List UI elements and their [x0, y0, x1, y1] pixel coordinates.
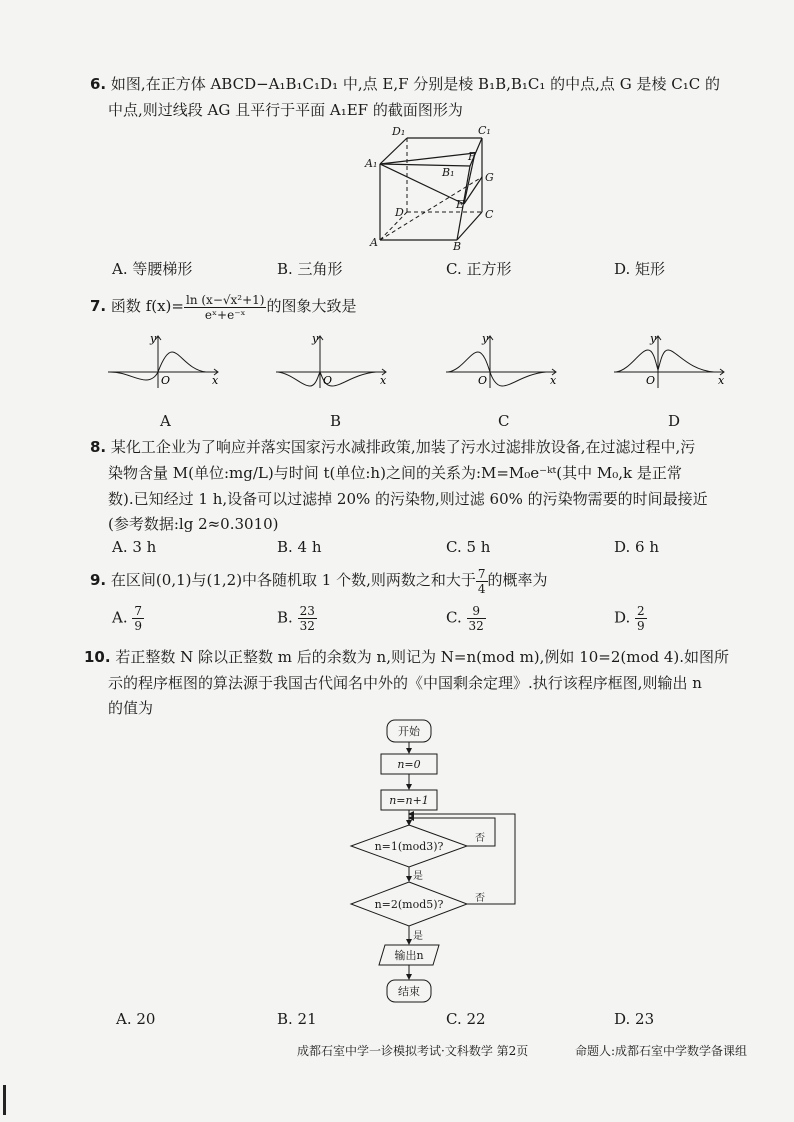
q9-text-pre: 在区间(0,1)与(1,2)中各随机取 1 个数,则两数之和大于 — [110, 571, 476, 589]
q6-text-line1: 如图,在正方体 ABCD−A₁B₁C₁D₁ 中,点 E,F 分别是棱 B₁B,B₁C₁ 的中点,点 G 是棱 C₁C 的 — [110, 75, 720, 93]
q7-graph-b[interactable] — [274, 330, 392, 390]
axis-y: y — [150, 332, 157, 345]
label-d1: D₁ — [392, 125, 406, 138]
q9-option-d-frac — [635, 604, 647, 633]
q9-option-d[interactable] — [614, 604, 647, 633]
q9-frac-den: 4 — [477, 581, 486, 596]
q9-number: 9. — [90, 571, 107, 589]
q6-option-b[interactable]: B. 三角形 — [277, 260, 343, 278]
q10-option-d[interactable]: D. 23 — [614, 1010, 655, 1028]
flow-output-text: 输出n — [394, 949, 424, 962]
q7-prefix: 函数 f(x)= — [110, 297, 184, 315]
q10-line1 — [84, 646, 729, 668]
q9-option-a[interactable] — [112, 604, 144, 633]
q9-option-a-letter: A. — [112, 608, 128, 627]
q9-text-post: 的概率为 — [487, 571, 548, 589]
flow-yes2-label: 是 — [413, 931, 423, 942]
q9-a-den: 9 — [134, 619, 143, 633]
q7-label-a: A — [160, 412, 171, 430]
q7-graph-d[interactable] — [612, 330, 730, 390]
axis-origin: O — [323, 374, 333, 387]
flow-cond2-text: n=2(mod5)? — [374, 898, 444, 911]
q10-line3: 的值为 — [108, 699, 154, 717]
q8-line2: 染物含量 M(单位:mg/L)与时间 t(单位:h)之间的关系为:M=M₀e⁻ᵏᵗ(其中 M₀,k 是正常 — [108, 464, 682, 482]
flow-start-text: 开始 — [398, 725, 420, 738]
q6-number: 6. — [90, 75, 107, 93]
q8-line3: 数).已知经过 1 h,设备可以过滤掉 20% 的污染物,则过滤 60% 的污染物需要的时间最接近 — [108, 490, 708, 508]
flowchart — [345, 715, 530, 1008]
q6-option-c[interactable]: C. 正方形 — [446, 260, 512, 278]
flow-no1-label: 否 — [475, 833, 485, 844]
flow-end-text: 结束 — [398, 985, 420, 998]
q7-line — [90, 291, 356, 322]
q10-option-c[interactable]: C. 22 — [446, 1010, 486, 1028]
flow-cond1-text: n=1(mod3)? — [374, 840, 444, 853]
q9-option-b-frac — [298, 604, 317, 633]
q8-number: 8. — [90, 438, 107, 456]
q10-option-a[interactable]: A. 20 — [116, 1010, 156, 1028]
flow-yes1-label: 是 — [413, 871, 423, 882]
q9-option-b-letter: B. — [277, 608, 293, 627]
axis-x: x — [550, 374, 557, 387]
q8-option-d[interactable]: D. 6 h — [614, 538, 659, 556]
q8-option-a[interactable]: A. 3 h — [112, 538, 157, 556]
axis-origin: O — [161, 374, 171, 387]
q7-label-d: D — [668, 412, 681, 430]
axis-x: x — [380, 374, 387, 387]
label-c1: C₁ — [478, 124, 491, 137]
label-b1: B₁ — [442, 166, 455, 179]
q9-option-c-letter: C. — [446, 608, 462, 627]
label-b: B — [453, 240, 462, 252]
label-e: E — [456, 198, 465, 211]
axis-x: x — [212, 374, 219, 387]
q10-line2: 示的程序框图的算法源于我国古代闻名中外的《中国剩余定理》.执行该程序框图,则输出 n — [108, 674, 702, 692]
q10-text-line1: 若正整数 N 除以正整数 m 后的余数为 n,则记为 N=n(mod m),例如 10=2(mod 4).如图所 — [115, 648, 730, 666]
q9-c-den: 32 — [468, 619, 484, 633]
q6-option-a[interactable]: A. 等腰梯形 — [112, 260, 193, 278]
flow-init-text: n=0 — [397, 758, 421, 771]
q9-option-a-frac — [132, 604, 144, 633]
q10-option-b[interactable]: B. 21 — [277, 1010, 317, 1028]
q9-b-num: 23 — [299, 604, 315, 618]
q7-frac-den: eˣ+e⁻ˣ — [204, 307, 246, 322]
q7-fraction — [184, 293, 266, 322]
q9-option-b[interactable] — [277, 604, 317, 633]
flow-no2-label: 否 — [475, 893, 485, 904]
q9-d-num: 2 — [637, 604, 645, 618]
axis-y: y — [650, 332, 657, 345]
q8-line1 — [90, 436, 695, 458]
q7-number: 7. — [90, 297, 107, 315]
q9-a-num: 7 — [134, 604, 143, 618]
q7-label-b: B — [330, 412, 342, 430]
cube-figure — [362, 122, 512, 252]
q8-option-b[interactable]: B. 4 h — [277, 538, 322, 556]
q9-b-den: 32 — [299, 619, 315, 633]
q9-option-c-frac — [467, 604, 486, 633]
q9-option-d-letter: D. — [614, 608, 631, 627]
footer-left: 成都石室中学一诊模拟考试·文科数学 第2页 — [297, 1044, 529, 1058]
q10-number: 10. — [84, 648, 111, 666]
q9-line — [90, 565, 548, 596]
label-a: A — [370, 236, 378, 249]
label-d: D — [395, 206, 404, 219]
axis-y: y — [482, 332, 489, 345]
q9-c-num: 9 — [467, 604, 486, 619]
q6-option-d[interactable]: D. 矩形 — [614, 260, 666, 278]
q7-graph-a[interactable] — [106, 330, 224, 390]
q7-label-c: C — [498, 412, 510, 430]
q6-line2: 中点,则过线段 AG 且平行于平面 A₁EF 的截面图形为 — [108, 101, 463, 119]
q8-option-c[interactable]: C. 5 h — [446, 538, 491, 556]
axis-origin: O — [646, 374, 656, 387]
footer-right: 命题人:成都石室中学数学备课组 — [575, 1044, 748, 1058]
label-g: G — [485, 171, 494, 184]
q8-line4: (参考数据:lg 2≈0.3010) — [108, 515, 279, 533]
scan-edge-mark — [3, 1085, 6, 1115]
q8-text-line1: 某化工企业为了响应并落实国家污水减排政策,加装了污水过滤排放设备,在过滤过程中,污 — [110, 438, 696, 456]
label-f: F — [468, 150, 476, 163]
q9-d-den: 9 — [637, 619, 645, 633]
q9-frac-num: 7 — [477, 566, 486, 581]
axis-y: y — [312, 332, 319, 345]
q9-option-c[interactable] — [446, 604, 486, 633]
axis-x: x — [718, 374, 725, 387]
q7-suffix: 的图象大致是 — [266, 297, 357, 315]
q6-line1 — [90, 73, 720, 95]
q9-fraction — [476, 567, 488, 596]
q7-frac-num: ln (x−√x²+1) — [185, 292, 265, 307]
label-c: C — [485, 208, 494, 221]
axis-origin: O — [478, 374, 488, 387]
flow-incr-text: n=n+1 — [389, 794, 429, 807]
q7-graph-c[interactable] — [444, 330, 562, 390]
label-a1: A₁ — [365, 157, 378, 170]
